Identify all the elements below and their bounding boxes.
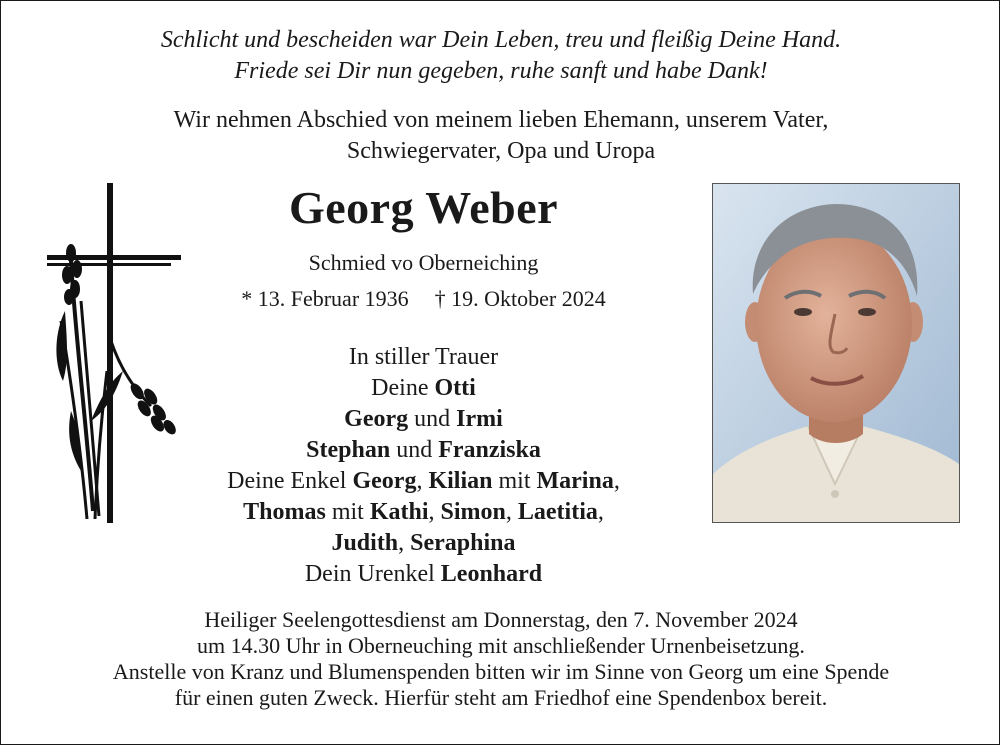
mourner-name: Simon (440, 499, 506, 525)
mourner-name: Marina (536, 468, 614, 494)
mourner-line (116, 559, 731, 590)
farewell-intro (1, 105, 1000, 167)
poem (1, 25, 1000, 87)
mourner-name: Franziska (438, 437, 541, 463)
mourner-name: Georg (352, 468, 417, 494)
service-line: für einen guten Zweck. Hierfür steht am Friedhof eine Spendenbox bereit. (174, 685, 828, 710)
mourner-name: Seraphina (410, 530, 516, 556)
portrait-illustration (713, 184, 959, 522)
mourner-text: Deine (371, 375, 435, 401)
mourner-line (116, 373, 731, 404)
service-info (1, 607, 1000, 711)
life-dates (201, 285, 646, 313)
mourner-line (116, 528, 731, 559)
intro-line: Schwiegervater, Opa und Uropa (346, 138, 656, 164)
deceased-occupation: Schmied vo Oberneiching (308, 250, 539, 275)
mourner-text: und (390, 437, 439, 463)
mourner-name: Otti (434, 375, 476, 401)
mourners-list (116, 342, 731, 590)
mourner-text: , (416, 468, 429, 494)
mourner-line (116, 404, 731, 435)
mourner-name: Stephan (306, 437, 391, 463)
service-line: Anstelle von Kranz und Blumenspenden bitten wir im Sinne von Georg um eine Spende (112, 659, 890, 684)
mourning-phrase: In stiller Trauer (348, 344, 499, 370)
portrait-photo (712, 183, 960, 523)
service-line: Heiliger Seelengottesdienst am Donnerstag, den 7. November 2024 (204, 607, 798, 632)
mourner-line (116, 497, 731, 528)
poem-line: Schlicht und bescheiden war Dein Leben, treu und fleißig Deine Hand. (160, 27, 842, 53)
death-date: † 19. Oktober 2024 (434, 286, 606, 311)
mourner-text: , (597, 499, 604, 525)
mourner-text: , (398, 530, 411, 556)
mourner-name: Laetitia (517, 499, 598, 525)
mourner-text: , (613, 468, 620, 494)
intro-line: Wir nehmen Abschied von meinem lieben Ehemann, unserem Vater, (173, 107, 829, 133)
poem-line: Friede sei Dir nun gegeben, ruhe sanft und habe Dank! (234, 58, 768, 84)
mourner-name: Georg (344, 406, 409, 432)
mourner-text: mit (492, 468, 537, 494)
mourner-line (116, 466, 731, 497)
mourner-text: Deine Enkel (227, 468, 353, 494)
mourner-text: mit (325, 499, 370, 525)
mourner-name: Kathi (369, 499, 429, 525)
service-line: um 14.30 Uhr in Oberneuching mit anschließender Urnenbeisetzung. (197, 633, 805, 658)
mourner-line (116, 435, 731, 466)
mourner-name: Judith (331, 530, 399, 556)
mourner-text: , (428, 499, 441, 525)
deceased-name: Georg Weber (288, 182, 559, 233)
mourner-name: Thomas (243, 499, 326, 525)
mourner-text: und (408, 406, 457, 432)
mourner-text: Dein Urenkel (304, 561, 441, 587)
mourner-name: Kilian (428, 468, 493, 494)
mourner-name: Leonhard (440, 561, 543, 587)
mourner-text: , (505, 499, 518, 525)
mourner-line (116, 342, 731, 373)
mourner-name: Irmi (456, 406, 503, 432)
birth-date: * 13. Februar 1936 (241, 286, 409, 311)
